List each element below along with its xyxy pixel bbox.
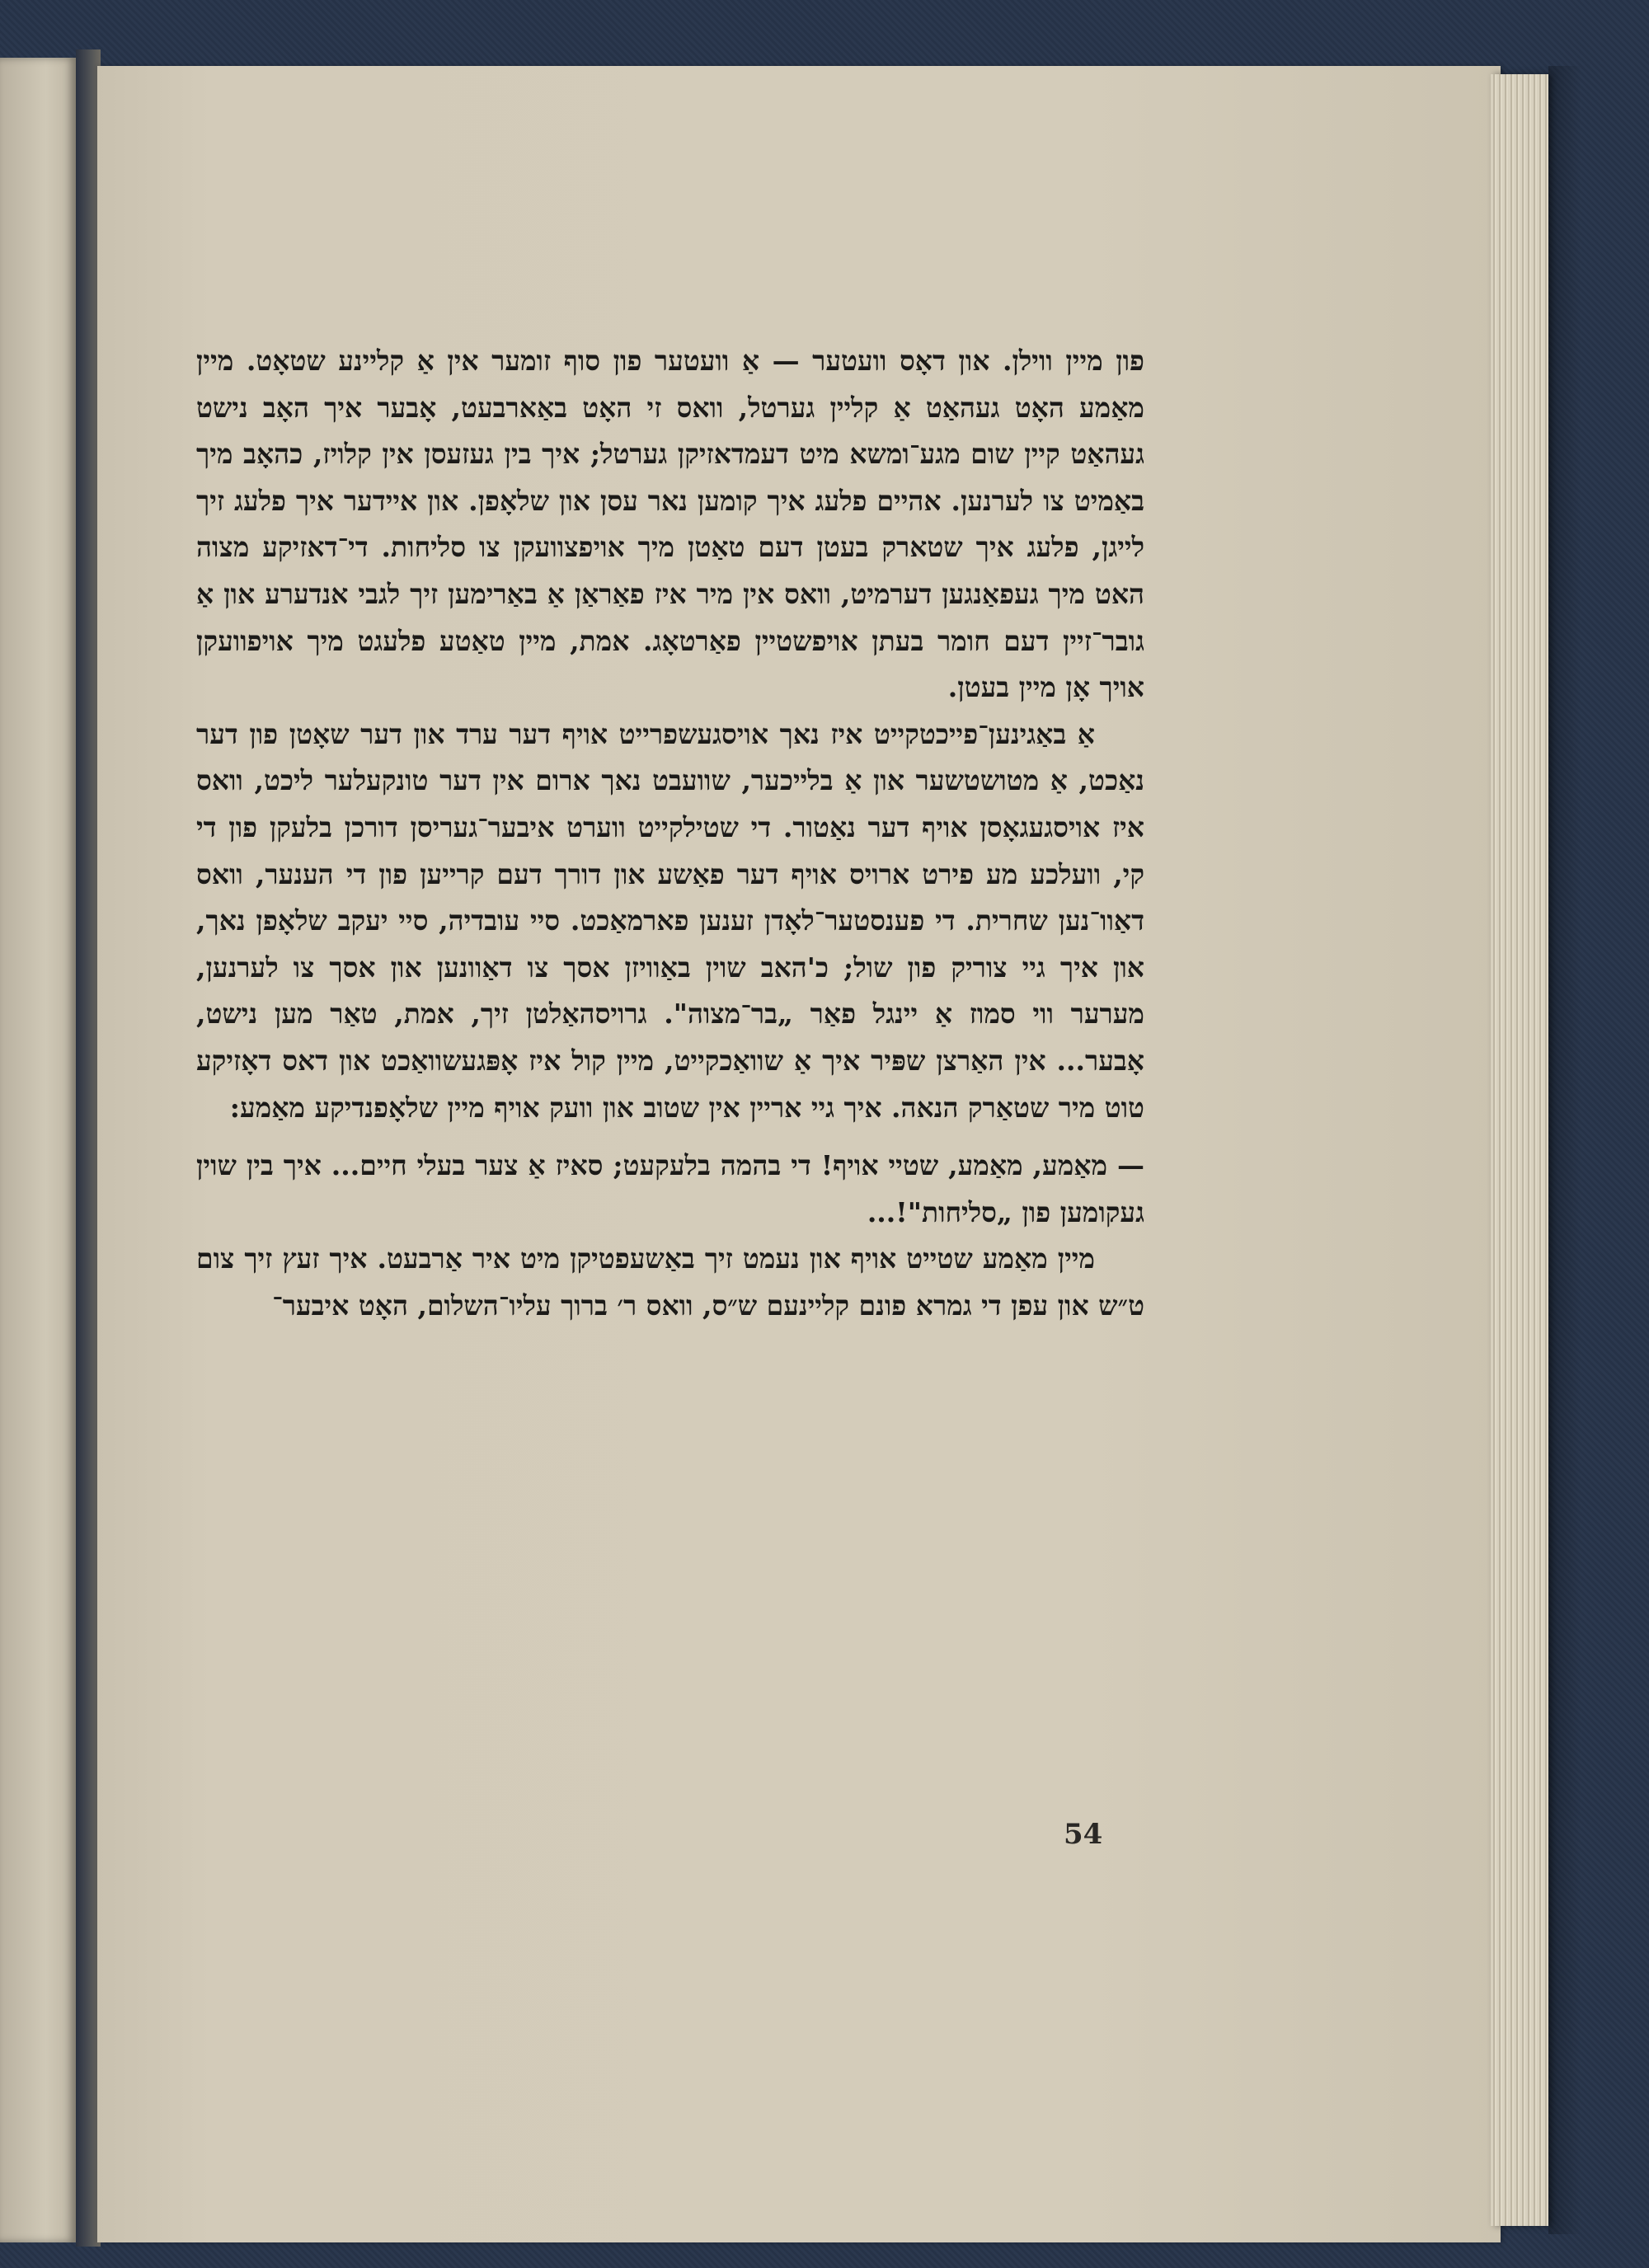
page-edges-shadow bbox=[1548, 66, 1581, 2234]
paragraph: מיין מאַמע שטייט אויף און נעמט זיך באַשעפטיקן מיט איר אַרבעט. איך זעץ זיך צום ט״ש און עפן די גמרא פונם קליינעם ש״ס, וואס ר׳ ברוך עליו־השלום, האָט איבער־ bbox=[196, 1242, 1144, 1322]
body-text bbox=[196, 338, 1144, 1329]
left-facing-page bbox=[0, 58, 76, 2242]
paragraph: — מאַמע, מאַמע, שטיי אויף! די בהמה בלעקעט; סאיז אַ צער בעלי חיים... איך בין שוין געקומען פון „סליחות"!... bbox=[196, 1149, 1144, 1228]
paragraph: פון מיין ווילן. און דאָס וועטער — אַ וועטער פון סוף זומער אין אַ קליינע שטאָט. מיין מאַמע האָט געהאַט אַ קליין גערטל, וואס זי האָט באַארבעט, אָבער איך האָב נישט געהאַט קיין שום מגע־ומשא מיט דעמדאזיקן גערטל; איך בין געזעסן אין קלויז, כהאָב מיך באַמיט צו לערנען. אהיים פלעג איך קומען נאר עסן און שלאָפן. און איידער איך פלעג זיך לייגן, פלעג איך שטארק בעטן דעם טאַטן מיך אויפצוועקן צו סליחות. די־דאזיקע מצוה האט מיך געפאַנגען דערמיט, וואס אין מיר איז פאַראַן אַ באַרימען זיך לגבי אנדערע און אַ גובר־זיין דעם חומר בעתן אויפשטיין פאַרטאָג. אמת, מיין טאַטע פלעגט מיך אויפוועקן אויך אָן מיין בעטן. bbox=[196, 345, 1144, 704]
paragraph: אַ באַגינען־פייכטקייט איז נאך אויסגעשפרייט אויף דער ערד און דער שאָטן פון דער נאַכט, אַ מטושטשער און אַ בלייכער, שוועבט נאך ארום אין דער טונקעלער ליכט, וואס איז אויסגעגאָסן אויף דער נאַטור. די שטילקייט ווערט איבער־געריסן דורכן בלעקן פון די קי, וועלכע מע פירט ארויס אויף דער פאַשע און דורך דעם קרייען פון די הענער, וואס דאַוו־נען שחרית. די פענסטער־לאָדן זענען פארמאַכט. סיי עובדיה, סיי יעקב שלאָפן נאך, און איך גיי צוריק פון שול; כ'האב שוין באַוויזן אסך צו דאַוונען און אסך צו לערנען, מערער ווי סמוז אַ יינגל פאַר „בר־מצוה". גרויסהאַלטן זיך, אמת, טאַר מען נישט, אָבער... אין האַרצן שפּיר איך אַ שוואַכקייט, מיין קול איז אָפּגעשוואַכט און דאס דאָזיקע טוט מיר שטאַרק הנאה. איך גיי אריין אין שטוב און וועק אויף מיין שלאָפנדיקע מאַמע: bbox=[196, 717, 1144, 1124]
page-edges bbox=[1491, 74, 1548, 2226]
page-number: 54 bbox=[1064, 1818, 1103, 1851]
